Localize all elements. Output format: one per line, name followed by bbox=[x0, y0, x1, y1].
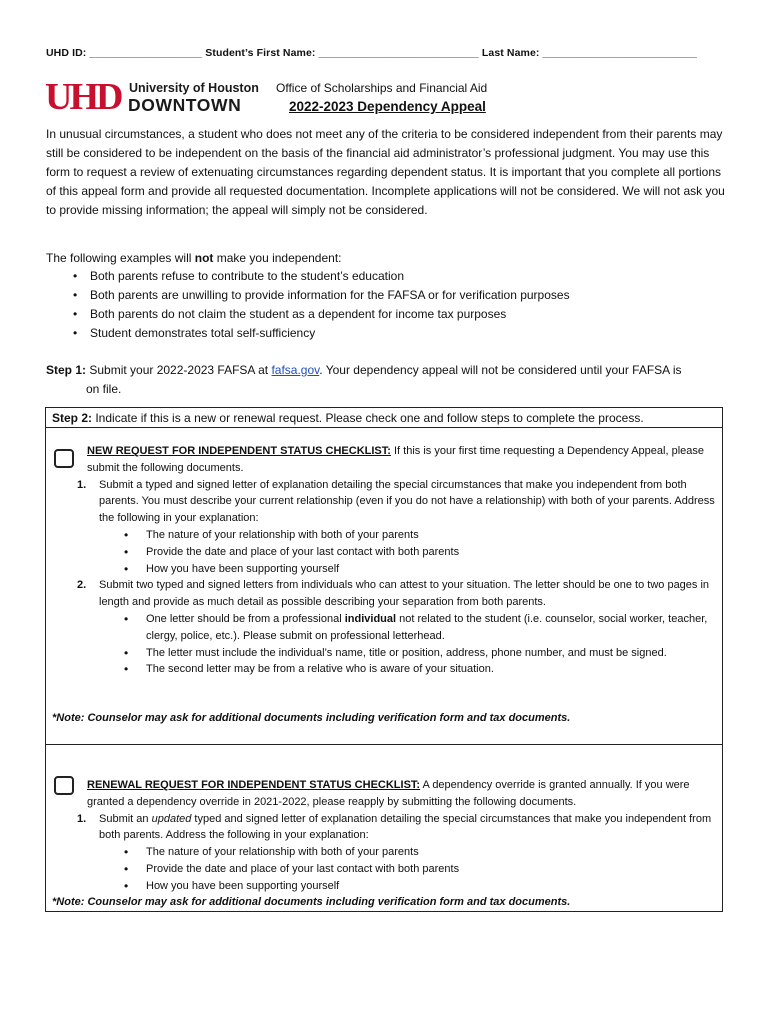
examples-lead-bold: not bbox=[194, 251, 214, 265]
uhd-logo-mark: UHD bbox=[45, 76, 121, 118]
list-item: • The nature of your relationship with both of your parents bbox=[121, 527, 715, 544]
list-item: • Provide the date and place of your last contact with both parents bbox=[121, 861, 715, 878]
examples-lead-text: The following examples will bbox=[46, 251, 195, 265]
uhd-logo-line1: University of Houston bbox=[129, 81, 259, 95]
student-id-name-line: UHD ID: ___________________ Student’s First Name: ___________________________ Last Name: __________________________ bbox=[46, 47, 697, 59]
new-request-section bbox=[77, 443, 715, 678]
step1-text: Submit your 2022-2023 FAFSA at bbox=[86, 363, 272, 377]
renewal-request-intro-text: A dependency override is granted annually. If you were granted a dependency override in 2021-2022, please reapply by submitting the following documents. bbox=[87, 779, 690, 808]
intro-paragraph: In unusual circumstances, a student who does not meet any of the criteria to be considered independent from their parents may still be considered to be independent on the basis of the financial aid administrator’s professional judgment. You may use this form to request a review of extenuating circumstances regarding dependent status. It is important that you complete all portions of this appeal form and provide all requested documentation. Incomplete applications will not be considered. We will not ask you to provide missing information; the appeal will simply not be considered. bbox=[46, 127, 725, 217]
renewal-request-section bbox=[77, 777, 715, 895]
office-name: Office of Scholarships and Financial Aid bbox=[276, 81, 488, 95]
examples-lead bbox=[46, 249, 726, 268]
new-request-heading: NEW REQUEST FOR INDEPENDENT STATUS CHECKLIST: bbox=[87, 445, 391, 457]
renewal-request-checkbox[interactable] bbox=[54, 776, 74, 795]
step2-text: Indicate if this is a new or renewal request. Please check one and follow steps to complete the process. bbox=[92, 411, 644, 425]
step2-heading bbox=[46, 408, 722, 428]
sub-text: One letter should be from a professional bbox=[146, 612, 345, 625]
item-text bbox=[99, 811, 715, 845]
sub-list bbox=[99, 844, 715, 894]
item-text-italic: updated bbox=[151, 812, 192, 825]
list-item: • Student demonstrates total self-sufficiency bbox=[72, 324, 722, 343]
sub-list bbox=[99, 527, 715, 577]
item-text-start: Submit an bbox=[99, 812, 152, 825]
item-text: Submit two typed and signed letters from individuals who can attest to your situation. The letter should be one to two pages in length and provide as much detail as possible describing your separation from both parents. bbox=[99, 579, 710, 609]
item-text-tail: typed and signed letter of explanation detailing the special circumstances that make you independent from both parents. Address the following in your explanation: bbox=[99, 812, 712, 842]
list-item: • Both parents do not claim the student as a dependent for income tax purposes bbox=[72, 305, 722, 324]
uhd-logo bbox=[45, 76, 259, 118]
item-number: 1. bbox=[77, 478, 87, 491]
uhd-logo-line2: DOWNTOWN bbox=[128, 95, 242, 115]
list-item: • Both parents are unwilling to provide information for the FAFSA or for verification purposes bbox=[72, 286, 722, 305]
examples-list bbox=[72, 267, 722, 343]
list-item: • How you have been supporting yourself bbox=[121, 878, 715, 895]
examples-lead-tail: make you independent: bbox=[213, 251, 342, 265]
list-item bbox=[77, 577, 715, 678]
step1-text-tail: . Your dependency appeal will not be considered until your FAFSA is bbox=[319, 363, 682, 377]
item-text: Submit a typed and signed letter of explanation detailing the special circumstances that make you independent from both parents. You must describe your current relationship (even if you do not have a relationship) with both of your parents. Address the following in your explanation: bbox=[99, 478, 715, 525]
renewal-box bbox=[45, 744, 723, 912]
new-request-intro bbox=[87, 443, 715, 477]
list-item: • The second letter may be from a relative who is aware of your situation. bbox=[121, 661, 715, 678]
step2-label: Step 2: bbox=[52, 411, 93, 425]
list-item bbox=[77, 811, 715, 895]
new-request-intro-text: If this is your first time requesting a Dependency Appeal, please submit the following documents. bbox=[87, 445, 704, 474]
list-item: • How you have been supporting yourself bbox=[121, 561, 715, 578]
step1-instruction bbox=[46, 361, 726, 399]
sub-list bbox=[99, 611, 715, 678]
step1-label: Step 1: bbox=[46, 363, 87, 377]
item-number: 1. bbox=[77, 812, 87, 825]
list-item: • Provide the date and place of your last contact with both parents bbox=[121, 544, 715, 561]
step2-box bbox=[45, 407, 723, 745]
step1-continuation: on file. bbox=[86, 382, 122, 396]
new-request-checkbox[interactable] bbox=[54, 449, 74, 468]
list-item: • The letter must include the individual’s name, title or position, address, phone number, and must be signed. bbox=[121, 645, 715, 662]
list-item bbox=[77, 477, 715, 578]
renewal-request-heading: RENEWAL REQUEST FOR INDEPENDENT STATUS CHECKLIST: bbox=[87, 779, 421, 791]
list-item bbox=[121, 611, 715, 645]
list-item: • Both parents refuse to contribute to the student’s education bbox=[72, 267, 722, 286]
renewal-request-intro bbox=[87, 777, 715, 811]
new-request-note: *Note: Counselor may ask for additional documents including verification form and tax documents. bbox=[52, 712, 571, 724]
sub-text-tail: not related to the student (i.e. counselor, social worker, teacher, clergy, police, etc.). Please submit on professional letterhead. bbox=[146, 612, 708, 642]
item-number: 2. bbox=[77, 579, 87, 592]
fafsa-link[interactable]: fafsa.gov bbox=[271, 363, 320, 377]
document-title: 2022-2023 Dependency Appeal bbox=[289, 99, 486, 114]
sub-text-bold: individual bbox=[344, 612, 397, 625]
list-item: • The nature of your relationship with both of your parents bbox=[121, 844, 715, 861]
renewal-request-note: *Note: Counselor may ask for additional documents including verification form and tax documents. bbox=[52, 896, 571, 908]
